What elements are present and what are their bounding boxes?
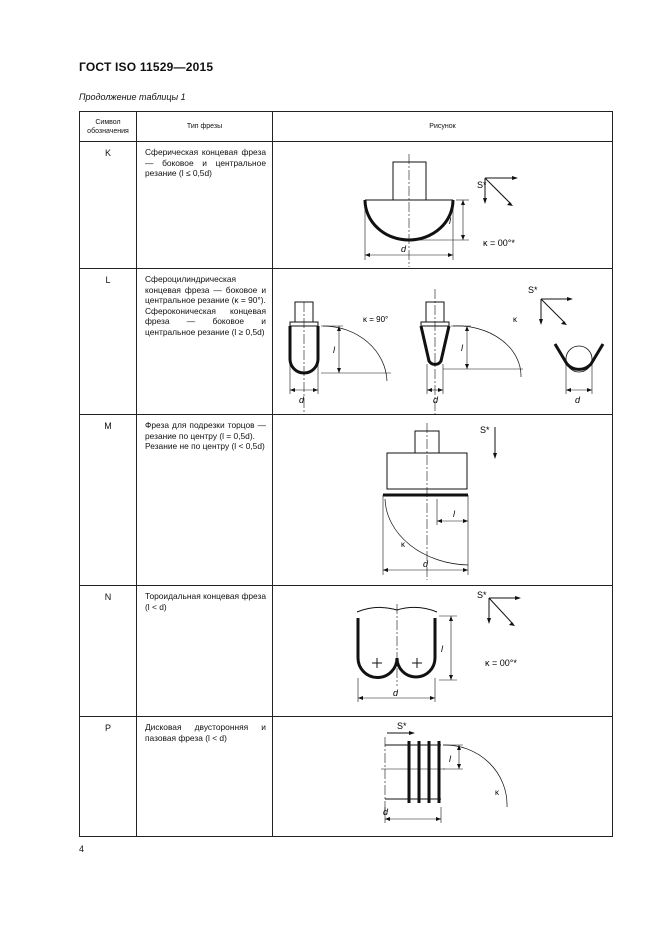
row-figure <box>273 142 613 269</box>
length-label: l <box>333 345 335 355</box>
row-type <box>137 717 273 837</box>
figure-disc-mill <box>273 717 613 836</box>
length-label-2: l <box>461 343 463 353</box>
row-symbol: M <box>80 415 137 586</box>
figure-ball-nose-mills <box>273 269 613 414</box>
diameter-label: d <box>299 395 305 405</box>
shank-shape <box>393 162 426 200</box>
diameter-label: d <box>383 807 389 817</box>
angle-label: κ = 00°* <box>485 658 517 668</box>
table-row <box>80 586 613 717</box>
row-type-text: Сфероцилиндрическая концевая фреза — боковое и центральное резание (κ = 90°). <box>145 274 266 306</box>
length-label: l <box>453 509 455 519</box>
cutting-edge <box>290 326 318 373</box>
diameter-label: d <box>423 559 429 569</box>
table-row <box>80 142 613 269</box>
row-type-text: Фреза для подрезки торцов — резание по центру (l = 0,5d). <box>145 420 266 441</box>
table-header-row <box>80 112 613 142</box>
figure-spherical-end-mill <box>273 142 613 268</box>
feed-label: S* <box>477 590 487 600</box>
feed-label: S* <box>397 721 407 731</box>
row-symbol: N <box>80 586 137 717</box>
row-figure <box>273 415 613 586</box>
table-row <box>80 269 613 415</box>
row-type-text: Тороидальная концевая фреза (l < d) <box>145 591 266 612</box>
row-type-text-2: Резание не по центру (l < 0,5d) <box>145 441 265 452</box>
header-type: Тип фрезы <box>137 112 273 142</box>
row-type <box>137 269 273 415</box>
row-symbol: P <box>80 717 137 837</box>
row-type <box>137 586 273 717</box>
angle-label: κ <box>495 788 499 797</box>
table-caption: Продолжение таблицы 1 <box>79 92 186 102</box>
length-label: l <box>449 754 451 764</box>
row-type <box>137 142 273 269</box>
length-label: l <box>441 644 443 654</box>
row-figure <box>273 717 613 837</box>
angle-label-2: κ <box>513 315 517 324</box>
row-type-text: Сферическая концевая фреза — боковое и центральное резание (l ≤ 0,5d) <box>145 147 266 179</box>
angle-label: κ = 00°* <box>483 238 515 248</box>
figure-face-mill <box>273 415 613 585</box>
row-symbol: L <box>80 269 137 415</box>
header-symbol <box>80 112 137 142</box>
table-row <box>80 415 613 586</box>
figure-toroidal-mill <box>273 586 613 716</box>
header-figure: Рисунок <box>273 112 613 142</box>
diameter-label: d <box>393 688 399 698</box>
diameter-label-3: d <box>575 395 581 405</box>
page-number: 4 <box>79 844 85 854</box>
feed-label: S* <box>528 285 538 295</box>
row-type <box>137 415 273 586</box>
row-type-text: Дисковая двусторонняя и пазовая фреза (l < d) <box>145 722 266 743</box>
header-symbol-line1: Символ <box>95 118 121 126</box>
feed-label: S* <box>477 180 487 190</box>
profile-curve <box>555 344 603 369</box>
diameter-label: d <box>401 244 407 254</box>
document-header: ГОСТ ISO 11529—2015 <box>79 60 214 74</box>
row-type-text-2: Сфероконическая концевая фреза — боковое и центральное резание (l ≥ 0,5d) <box>145 305 266 337</box>
cutting-edge <box>358 618 435 678</box>
feed-label: S* <box>480 425 490 435</box>
cutter-table <box>79 111 613 837</box>
diameter-label-2: d <box>433 395 439 405</box>
angle-label: κ <box>401 540 405 549</box>
row-figure <box>273 269 613 415</box>
table-row <box>80 717 613 837</box>
angle-label: κ = 90° <box>363 315 389 324</box>
row-figure <box>273 586 613 717</box>
length-label: l <box>449 216 451 226</box>
row-symbol: K <box>80 142 137 269</box>
header-symbol-line2: обозначения <box>87 127 129 135</box>
